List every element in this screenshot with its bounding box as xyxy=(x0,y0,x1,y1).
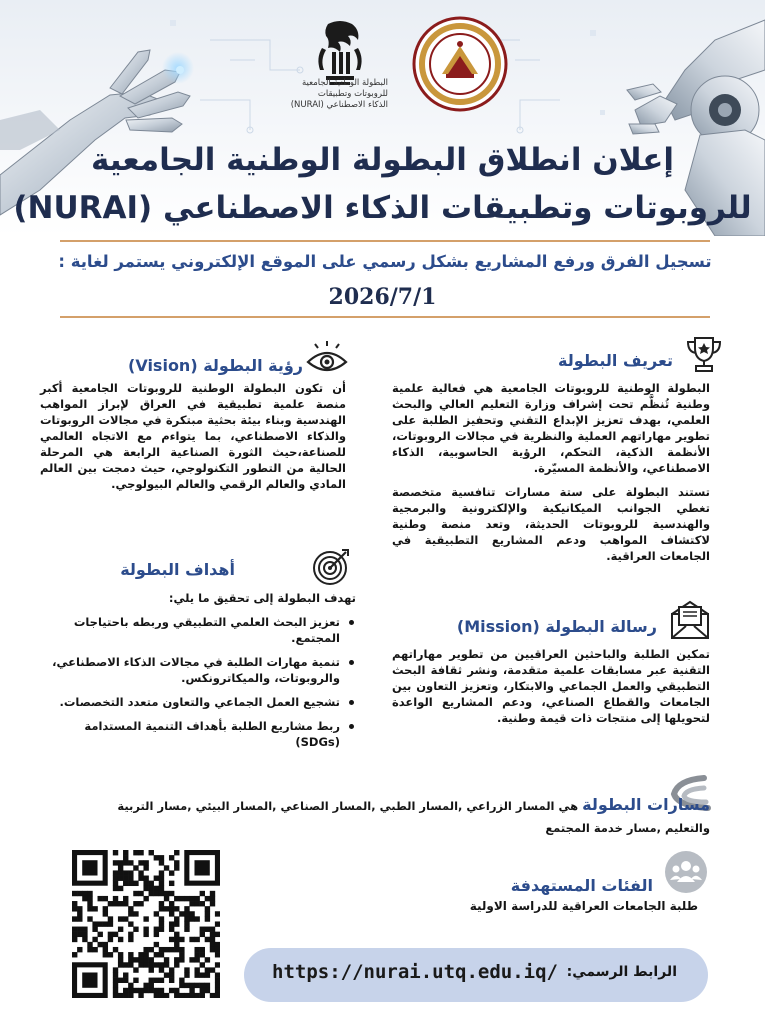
eye-icon xyxy=(306,340,348,376)
vision-heading: رؤية البطولة (Vision) xyxy=(128,356,303,375)
list-item: تشجيع العمل الجماعي والتعاون متعدد التخصصات. xyxy=(40,694,340,710)
list-item: ربط مشاريع الطلبة بأهداف التنمية المستدامة (SDGs) xyxy=(40,718,340,750)
audience-text: طلبة الجامعات العراقية للدراسة الاولية xyxy=(469,899,698,913)
about-para1: البطولة الوطنية للروبوتات الجامعية هي فعالية علمية وطنية تُنظَّم تحت إشراف وزارة التعليم العالي والبحث العلمي، بهدف تعزيز الإبداع التقني وتحفيز الطلبة على تطوير مهاراتهم العملية والنظرية في مجالات الروبوتات، الأنظمة الذكية، التحكم، الرؤية الحاسوبية، الذكاء الاصطناعي، والأنظمة المسيّرة. xyxy=(392,381,710,475)
tracks-heading: مسارات البطولة xyxy=(582,795,710,814)
qr-code[interactable] xyxy=(72,850,220,998)
mission-heading: رسالة البطولة (Mission) xyxy=(456,617,657,636)
people-icon xyxy=(664,850,708,894)
divider-top xyxy=(60,240,710,242)
trophy-icon xyxy=(684,334,724,374)
goals-intro-box xyxy=(40,590,356,614)
main-title-line1: إعلان انطلاق البطولة الوطنية الجامعية xyxy=(90,142,675,178)
divider-bottom xyxy=(60,316,710,318)
audience-body xyxy=(392,898,698,922)
tracks-text: هي المسار الزراعي ,المسار الطبي ,المسار الصناعي ,المسار البيئي ,مسار التربية والتعليم ,مسار خدمة المجتمع xyxy=(117,799,710,835)
goals-intro: تهدف البطولة إلى تحقيق ما يلي: xyxy=(168,591,356,605)
mission-text: تمكين الطلبة والباحثين العراقيين من تطوير مهاراتهم التقنية عبر مسابقات علمية متقدمة، ونشر ثقافة البحث التطبيقي والعمل الجماعي والابتكار، وتعزيز التعاون بين الجامعات والقطاع الصناعي، ودعم المشاريع الواعدة لتحويلها إلى منتجات ذات قيمة وطنية. xyxy=(392,647,710,725)
main-title-line2: للروبوتات وتطبيقات الذكاء الاصطناعي (NURAI) xyxy=(13,190,752,226)
logo-text-line: الذكاء الاصطناعي (NURAI) xyxy=(290,100,388,110)
nurai-logo-text xyxy=(230,78,388,111)
header-banner xyxy=(0,0,765,236)
audience-heading: الفئات المستهدفة xyxy=(510,876,653,895)
list-item: تعزيز البحث العلمي التطبيقي وربطه باحتياجات المجتمع. xyxy=(40,614,340,646)
ministry-seal-icon xyxy=(412,16,508,112)
registration-date: 2026/7/1 xyxy=(328,284,437,310)
target-icon xyxy=(312,548,350,586)
goals-list xyxy=(40,614,356,758)
vision-body xyxy=(40,380,346,500)
about-heading: تعريف البطولة xyxy=(558,351,673,370)
list-item: تنمية مهارات الطلبة في مجالات الذكاء الاصطناعي، والروبوتات، والميكاترونكس. xyxy=(40,654,340,686)
logo-text-line: للروبوتات وتطبيقات xyxy=(317,89,388,99)
about-para2: تستند البطولة على ستة مسارات تنافسية متخصصة تغطي الجوانب الميكانيكية والإلكترونية والبرمجية والهندسية للروبوتات الحديثة، وتعد منصة وطنية لاكتشاف المواهب ودعم المشاريع التطبيقية في الجامعات العراقية. xyxy=(392,485,710,563)
about-body xyxy=(392,380,710,572)
goals-heading: أهداف البطولة xyxy=(120,560,235,579)
envelope-icon xyxy=(670,600,710,640)
tracks-section xyxy=(70,794,710,839)
vision-text: أن تكون البطولة الوطنية للروبوتات الجامعية أكبر منصة علمية تطبيقية في العراق لإبراز المواهب الهندسية وبناء بيئة بحثية مبتكرة في مجالات الروبوتات والذكاء الاصطناعي، بما يتواءم مع الاتجاه العالمي للصناعة،حيث الثورة الصناعية الرابعة هي المرحلة الحالية من التطور التكنولوجي، حيث دمجت بين العالم المادي والعالم الرقمي والعالم البيولوجي. xyxy=(40,381,346,491)
official-link-label: الرابط الرسمي: xyxy=(566,964,677,980)
official-link-url[interactable]: https://nurai.utq.edu.iq/ xyxy=(272,961,558,983)
logo-text-line: البطولة الوطنية الجامعية xyxy=(301,78,388,88)
mission-body xyxy=(392,646,710,734)
registration-text: تسجيل الفرق ورفع المشاريع بشكل رسمي على الموقع الإلكتروني يستمر لغاية : xyxy=(58,252,712,271)
